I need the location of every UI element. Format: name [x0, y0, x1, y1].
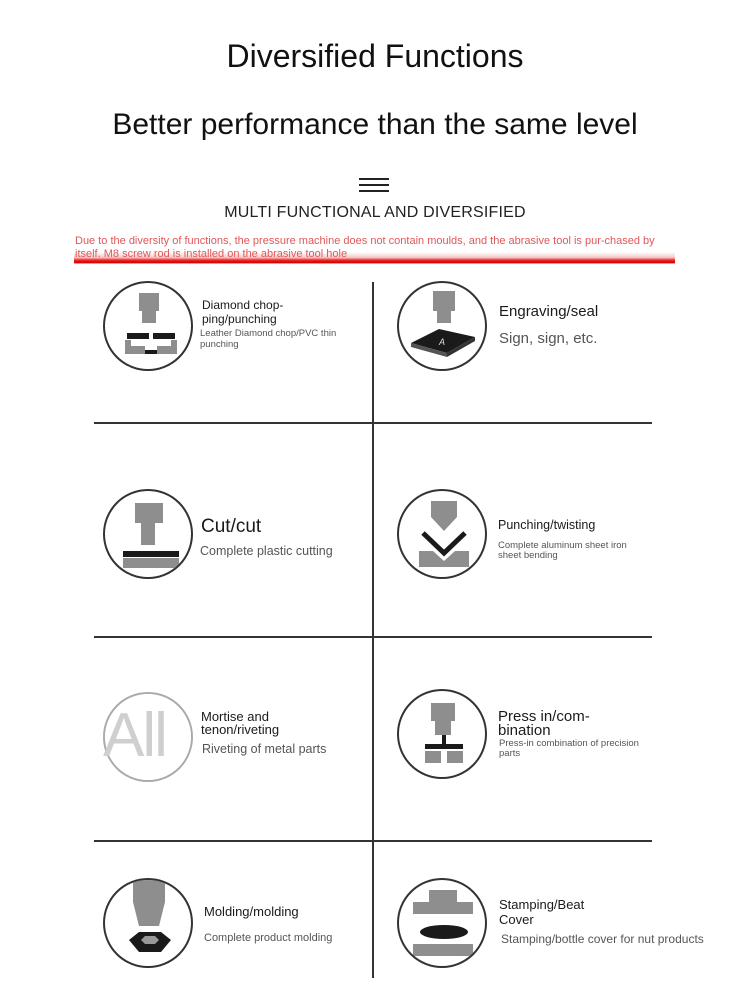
engraving-seal-icon [397, 281, 487, 371]
menu-icon [359, 178, 389, 194]
molding-icon [103, 878, 193, 968]
function-title: Cut/cut [201, 516, 262, 537]
function-title: Molding/molding [204, 904, 299, 919]
function-title: Stamping/Beat Cover [499, 897, 585, 927]
function-description: Stamping/bottle cover for nut products [501, 932, 704, 946]
diamond-chop-icon [103, 281, 193, 371]
grid-divider-row-2 [94, 636, 652, 638]
function-description: Sign, sign, etc. [499, 330, 598, 347]
cut-icon [103, 489, 193, 579]
bending-icon [397, 489, 487, 579]
section-heading: MULTI FUNCTIONAL AND DIVERSIFIED [224, 204, 526, 221]
function-title: Press in/com-bination [498, 708, 590, 739]
function-title: Punching/twisting [498, 518, 596, 532]
stamping-icon [397, 878, 487, 968]
function-title: Mortise and tenon/riveting [201, 709, 280, 737]
grid-divider-row-1 [94, 422, 652, 424]
press-in-icon [397, 689, 487, 779]
svg-text:A: A [439, 337, 446, 347]
function-description: Complete product molding [204, 932, 333, 944]
all-overlay-text: All [103, 701, 166, 770]
page-subtitle: Better performance than the same level [112, 108, 638, 141]
function-description: Complete plastic cutting [200, 544, 333, 558]
page-title: Diversified Functions [226, 38, 524, 74]
function-description: Complete aluminum sheet iron sheet bending [498, 540, 627, 561]
function-description: Press-in combination of precision parts [499, 738, 639, 759]
function-title: Engraving/seal [499, 303, 599, 320]
note-text: Due to the diversity of functions, the pressure machine does not contain moulds, and the abrasive tool is pur-chased by itself. M8 screw rod is installed on the abrasive tool hole [75, 235, 655, 260]
function-description: Riveting of metal parts [202, 742, 327, 756]
grid-divider-row-3 [94, 840, 652, 842]
function-title: Diamond chop-ping/punching [202, 298, 284, 326]
function-description: Leather Diamond chop/PVC thin punching [200, 328, 337, 350]
grid-divider-vertical [372, 282, 374, 978]
